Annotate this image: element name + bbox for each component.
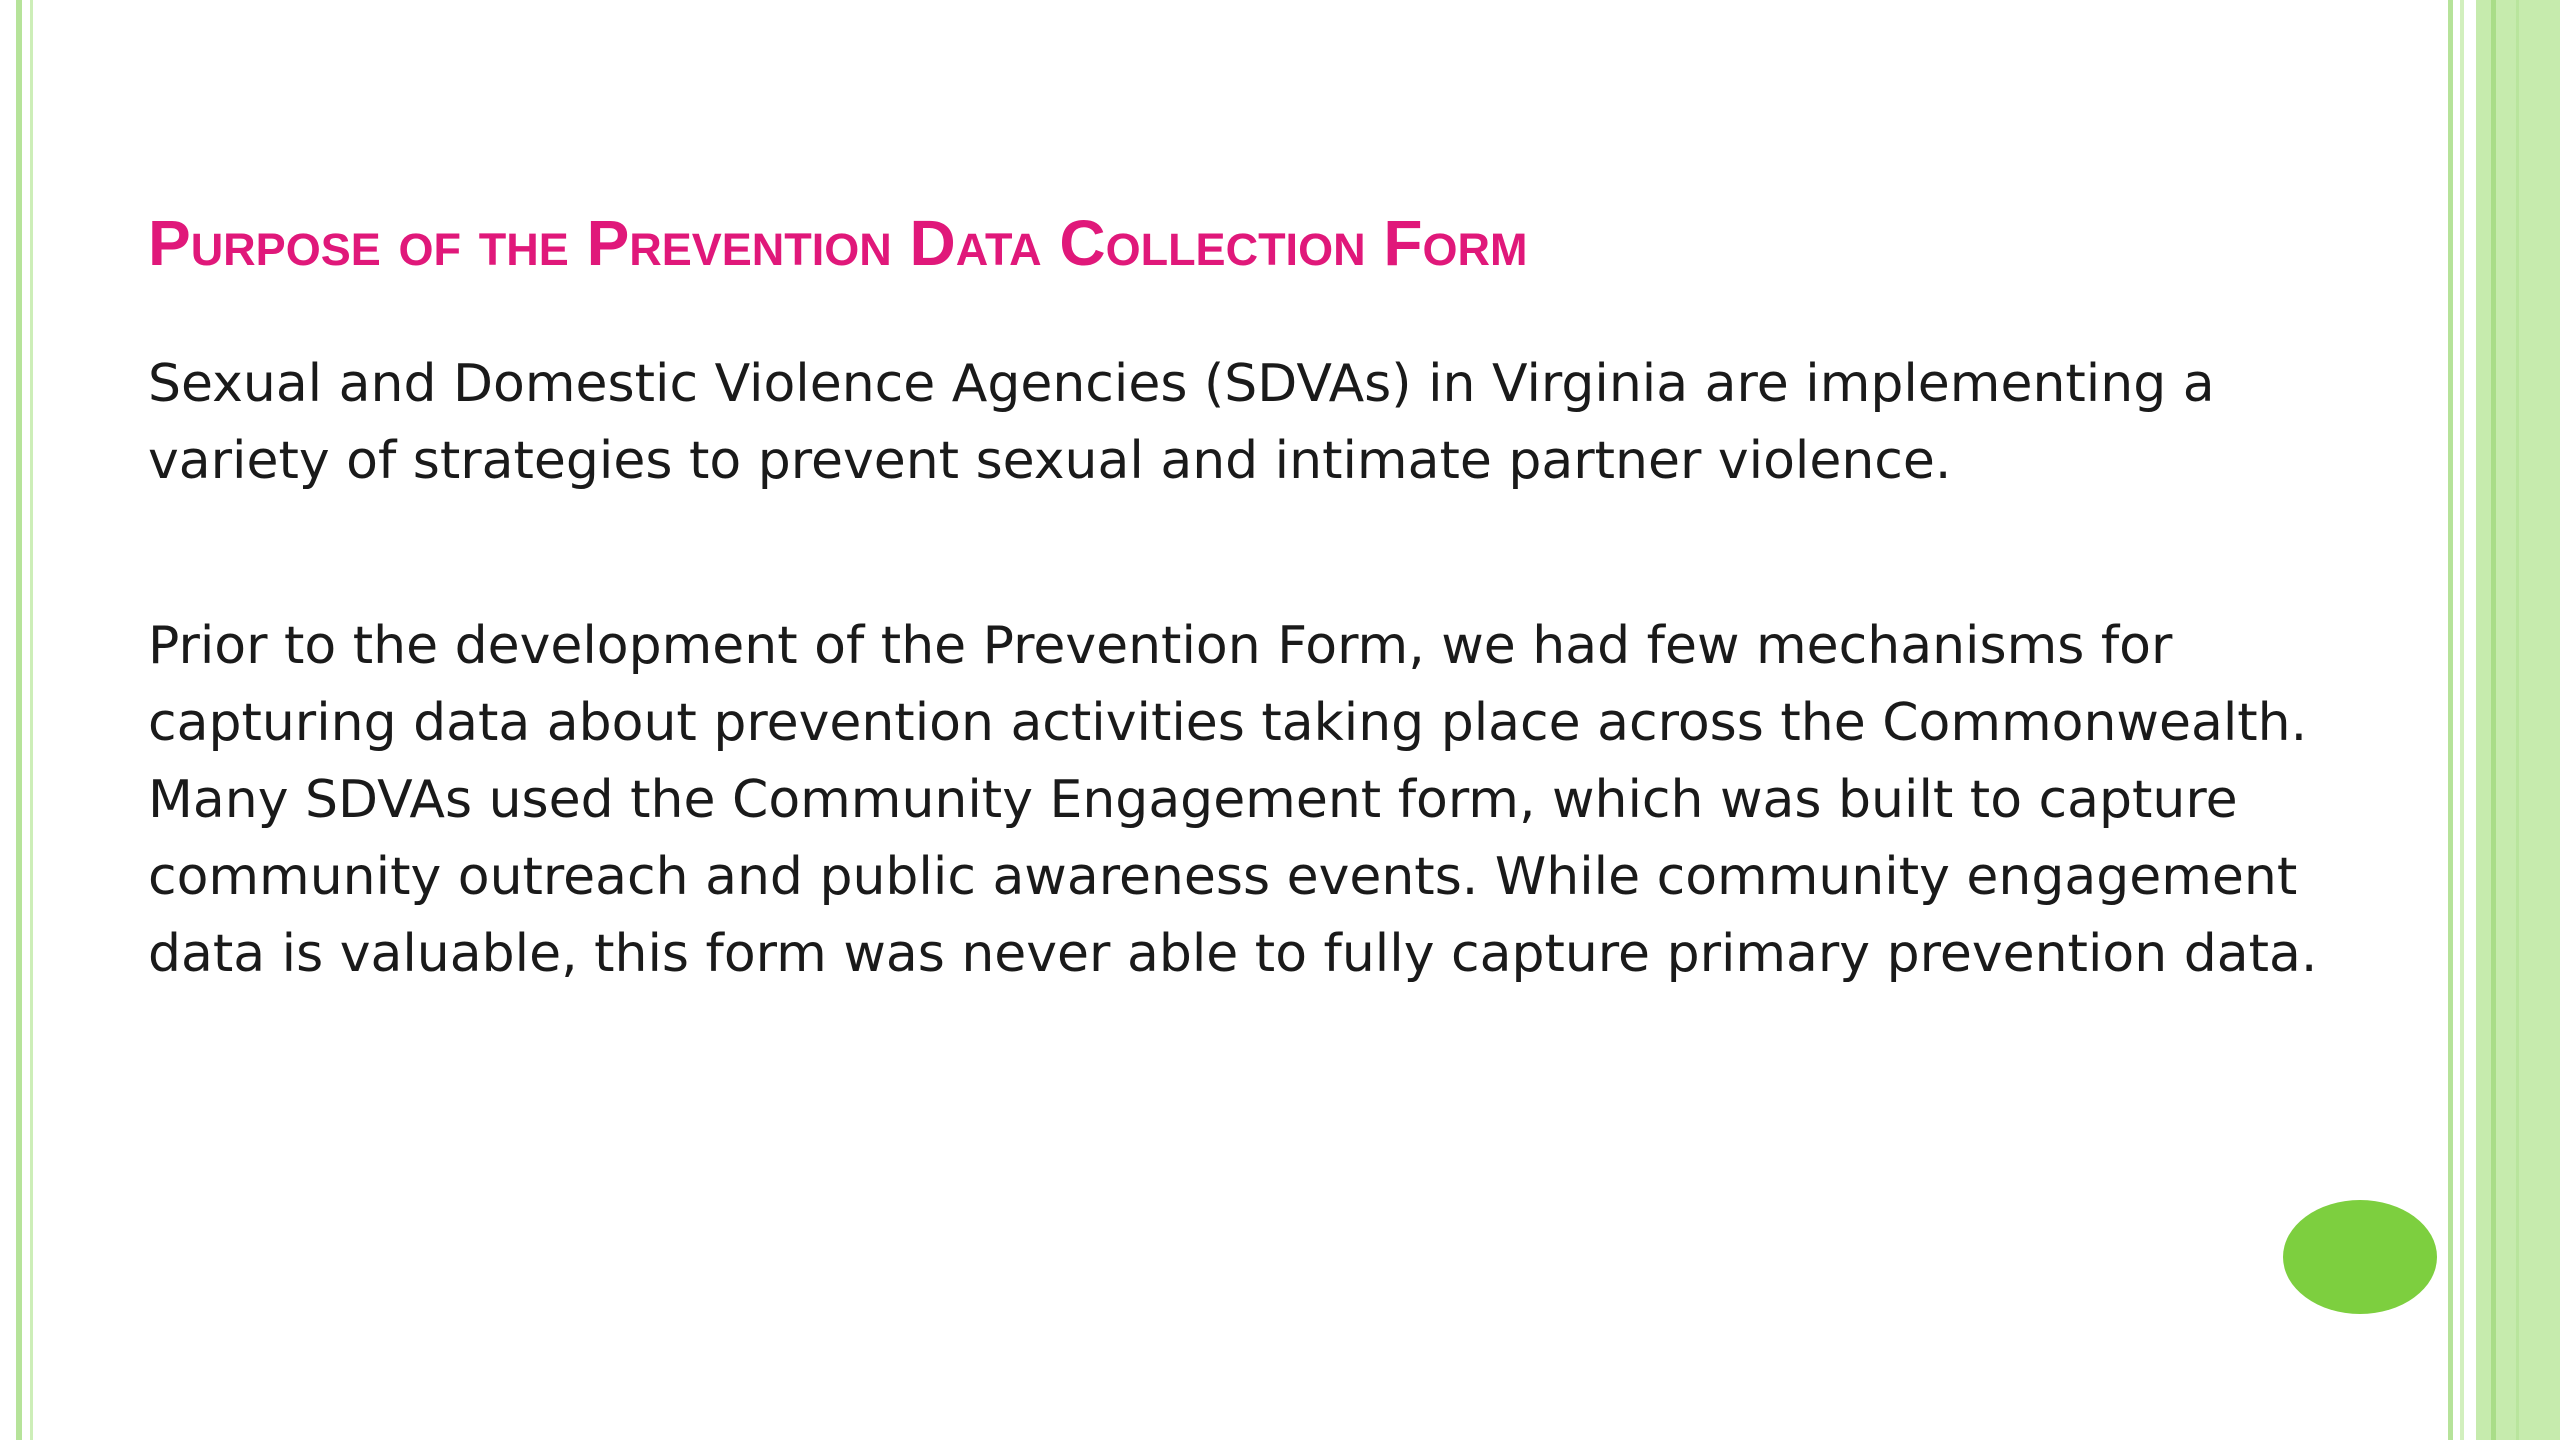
- left-border-line: [16, 0, 22, 1440]
- slide-title: Purpose of the Prevention Data Collection Form: [148, 207, 1528, 279]
- paragraph-prior-to-development: Prior to the development of the Prevention Form, we had few mechanisms for capturing data about prevention activities taking place across the Commonwealth. Many SDVAs used the Community Engagement form, which was built to capture community outreach and public awareness events. While community engagement data is valuable, this form was never able to fully capture primary prevention data.: [148, 616, 2318, 984]
- paragraph-sdvas: Sexual and Domestic Violence Agencies (SDVAs) in Virginia are implementing a variety of strategies to prevent sexual and intimate partner violence.: [148, 354, 2215, 491]
- right-border-line-inner: [2460, 0, 2464, 1440]
- right-panel-stripe: [2491, 0, 2496, 1440]
- right-panel-stripe-thin: [2516, 0, 2519, 1440]
- green-oval-decoration: [2283, 1200, 2437, 1314]
- left-border-line-inner: [30, 0, 33, 1440]
- right-border-line: [2448, 0, 2453, 1440]
